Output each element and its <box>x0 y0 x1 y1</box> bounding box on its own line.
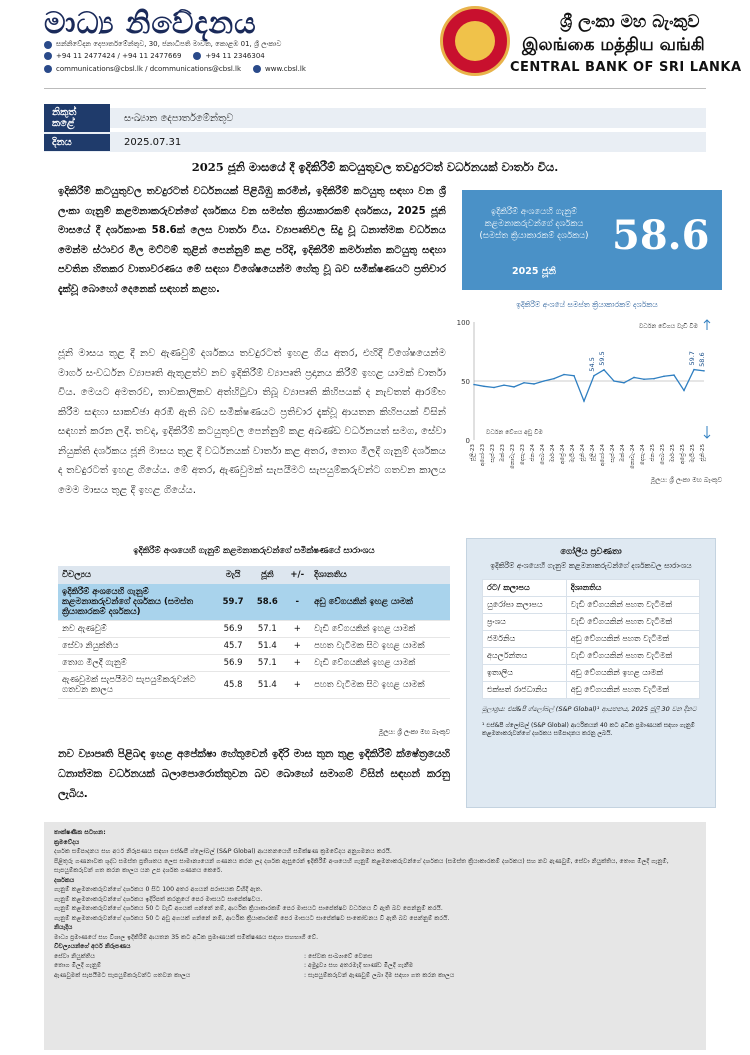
global-col-header: රට/ කලාපය <box>483 580 567 597</box>
bank-name-english: CENTRAL BANK OF SRI LANKA <box>510 60 742 75</box>
table-cell: අඩු වේගයකින් ඉහළ යාමක් <box>566 665 699 682</box>
growth-down-note: වර්ධන වේගය අඩු වීම <box>486 429 543 436</box>
x-tick-label: සැප්-24 <box>610 444 616 463</box>
paragraph-2: ජූනි මාසය තුළ දී නව ඇණවුම් දර්ශකය තවදුරටත් ඉහළ ගිය අතර, එහිදී විශේෂයෙන්ම මාර්ග සංවර්ධන ව්‍යාපෘති ඇතුළත්ව නව ඉදිකිරීම් ව්‍යාපෘති ප්‍රදානය කිරීම් ඉහළ යාමක් වාර්තා විය. මෙයට අමතරව, තාවකාලිකව අත්හිටුවා තිබූ ව්‍යාපෘති කිහිපයක් ද නැවතත් ආරම්භ කිරීම සඳහා සාකච්ඡා අරඹී ඇති බව සමීක්ෂණයට ප්‍රතිචාර දැක්වූ ආයතන කිහිපයක් විසින් සඳහන් කරන ලදී. තවද, ඉදිකිරීම් කටයුතුවල පෙන්නුම් කළ අඛණ්ඩ වර්ධනයත් සමග, සේවා නියුක්ති දර්ශකය ජූනි මාසය තුළ දී වර්ධනයක් වාර්තා කළ අතර, තොග මිලදී ගැනුම් දර්ශකය ද තවදුරටත් ඉහළ ගියේය. මේ අතර, ඇණවුමක් සැපයීමට සැපයුම්කරුවන්ට ගතවන කාලය මෙම මාසය තුළ දී ඉහළ ගියේය. <box>58 348 446 496</box>
data-label: 54.5 <box>588 357 596 372</box>
summary-header-row <box>58 566 450 584</box>
table-cell: පහත වැටීමක සිට ඉහළ යාමක් <box>310 638 450 655</box>
index-note-1: ගැනුම් කළමනාකරුවන්ගේ දර්ශකය 0 සිට 100 අතර අගයන් පරාසයක විහිදී ඇත. <box>54 886 263 893</box>
table-cell: 45.8 <box>216 672 250 699</box>
table-cell: 51.4 <box>250 638 284 655</box>
chart-title: ඉදිකිරීම් අංශයේ සමස්ත ක්‍රියාකාරකම් දර්ශකය <box>516 300 658 309</box>
x-tick-label: සැප්-23 <box>490 444 496 463</box>
x-tick-label: නොවැ-23 <box>510 444 516 469</box>
global-source: මූලාශ්‍රය: එස්&පී ග්ලෝබල් (S&P Global)¹ ආයතනය, 2025 ජූලි 30 වන දිනට <box>482 705 697 713</box>
chart-source: මූලය: ශ්‍රී ලංකා මහ බැංකුව <box>650 476 722 484</box>
headline-kpi-card <box>462 190 722 290</box>
table-row <box>58 621 450 638</box>
data-point <box>653 378 655 380</box>
table-cell: ඇණවුමක් සැපයීමට සැපයුම්කරුවන්ට ගතවන කාලය <box>58 672 216 699</box>
data-point <box>683 390 685 392</box>
table-row <box>58 638 450 655</box>
table-cell: ඉදිකිරීම් අංශයෙහි ගැනුම් කළමනාකරුවන්ගේ දර්ශකය (සමස්ත ක්‍රියාකාරකම් දර්ශකය) <box>58 584 216 621</box>
data-point <box>603 369 605 371</box>
summary-source: මූලය: ශ්‍රී ලංකා මහ බැංකුව <box>378 728 450 736</box>
sample-heading: නියැදිය <box>54 924 73 931</box>
growth-up-note: වර්ධන වේගය වැඩි වීම <box>638 323 698 330</box>
table-cell: 45.7 <box>216 638 250 655</box>
x-tick-label: අගෝ-23 <box>480 444 486 467</box>
global-col-header: දිශානතිය <box>566 580 699 597</box>
table-cell: වැඩි වේගයකින් ඉහළ යාමක් <box>310 621 450 638</box>
x-tick-label: දෙසැ-23 <box>520 444 526 466</box>
global-trends-box <box>466 538 716 808</box>
data-label: 59.7 <box>688 351 696 366</box>
y-tick-label: 50 <box>461 378 470 386</box>
bank-name-sinhala: ශ්‍රී ලංකා මහ බැංකුව <box>560 12 700 32</box>
x-tick-label: ජූලි-23 <box>470 444 476 462</box>
x-tick-label: පෙබ-25 <box>660 444 666 465</box>
x-tick-label: පෙබ-24 <box>540 444 546 465</box>
x-tick-label: ජූනි-24 <box>580 444 586 462</box>
table-cell: + <box>284 638 310 655</box>
table-cell: 56.9 <box>216 621 250 638</box>
x-tick-label: ජන-24 <box>530 444 536 462</box>
table-cell: අඩු වේගයකින් පහත වැටීමක් <box>566 682 699 699</box>
table-cell: නව ඇණවුම් <box>58 621 216 638</box>
data-point <box>673 374 675 376</box>
table-cell: අයර්ලන්තය <box>483 648 567 665</box>
definition-row: ඇණවුමක් සැපයීමට සැපයුම්කරුවන්ට ගතවන කාලය : සැපයුම්කරුවන් ඇණවුම් ලබා දීම සඳහා ගත කරන කාලය <box>54 971 455 979</box>
up-arrow-icon <box>704 320 710 330</box>
fax-icon <box>193 52 201 60</box>
email-icon <box>44 65 52 73</box>
data-point <box>623 382 625 384</box>
data-point <box>483 386 485 388</box>
table-cell: යුරෝපා කලාපය <box>483 597 567 614</box>
data-point <box>553 378 555 380</box>
data-label: 59.5 <box>598 351 606 366</box>
summary-col-header: ජූනි <box>250 566 284 584</box>
pmi-chart <box>452 300 722 490</box>
data-point <box>513 386 515 388</box>
kpi-period: 2025 ජූනි <box>512 266 556 277</box>
index-note-3: ගැනුම් කළමනාකරුවන්ගේ දර්ශකය 50 ට වැඩි අගයක් ගන්නේ නම්, ආර්ථික ක්‍රියාකාරකම් පෙර මාසයට සාපේක්ෂව වර්ධනය වී ඇති බව පෙන්නුම් කරයි. <box>54 905 443 912</box>
data-point <box>613 380 615 382</box>
address-line: සන්නිවේදන දෙපාර්තමේන්තුව, 30, ජනාධිපති මාවත, කොළඹ 01, ශ්‍රී ලංකාව <box>44 40 281 49</box>
central-bank-seal-icon <box>440 6 510 76</box>
table-cell: වැඩි වේගයකින් පහත වැටීමක් <box>566 614 699 631</box>
paragraph-1: ඉදිකිරීම් කටයුතුවල තවදුරටත් වර්ධනයක් පිළිබිඹු කරමින්, ඉදිකිරීම් කටයුතු සඳහා වන ශ්‍රී ලංකා ගැනුම් කළමනාකරුවන්ගේ දර්ශකය වන සමස්ත ක්‍රියාකාරකම් දර්ශකය, 2025 ජූනි මාසයේ දී දර්ශකාංක 58.6ක් ලෙස වාර්තා විය. ව්‍යාපෘතිවල සිදු වූ ධනාත්මක වර්ධනය මෙන්ම ස්ථාවර මිල මට්ටම් තුළින් පෙන්නුම් කළ පරිදි, ඉදිකිරීම් කර්මාන්ත කටයුතු සඳහා පවතින හිතකර වාතාවරණය මේ සඳහා විශේෂයෙන්ම හේතු වූ බව සමීක්ෂණයට ප්‍රතිචාර දැක්වූ බොහෝ දෙනෙක් සඳහන් කළහ. <box>58 186 446 295</box>
table-cell: + <box>284 621 310 638</box>
paragraph-3: නව ව්‍යාපෘති පිළිබඳ ඉහළ අපේක්ෂා හේතුවෙන් ඉදිරි මාස තුන තුළ ඉදිකිරීම් ක්ෂේත්‍රයෙහි ධනාත්මක වර්ධනයක් බලාපොරොත්තුවන බව බොහෝ සමාගම් විසින් සඳහන් කරනු ලැබිය. <box>58 748 450 800</box>
x-tick-label: මැයි-24 <box>570 444 576 463</box>
global-table <box>482 579 700 699</box>
table-cell: + <box>284 672 310 699</box>
kpi-value: 58.6 <box>612 212 710 259</box>
data-point <box>663 375 665 377</box>
summary-col-header: +/- <box>284 566 310 584</box>
table-cell: 58.6 <box>250 584 284 621</box>
bank-name-tamil: இலங்கை மத்திய வங்கி <box>522 35 705 55</box>
table-cell: අඩු වේගයකින් පහත වැටීමක් <box>566 631 699 648</box>
x-tick-label: දෙසැ-24 <box>640 444 646 466</box>
x-tick-label: නොවැ-24 <box>630 444 636 469</box>
summary-table-wrap <box>58 566 450 699</box>
table-cell: ඉතාලිය <box>483 665 567 682</box>
table-row <box>58 584 450 621</box>
x-tick-label: අප්‍රේ-25 <box>680 444 686 465</box>
data-point <box>543 380 545 382</box>
series-line <box>474 370 704 402</box>
data-point <box>583 400 585 402</box>
global-footnote: ¹ එස්&පී ග්ලෝබල් (S&P Global) ආර්ථිකයන් 40 කට අධික ප්‍රමාණයක් සඳහා ගැනුම් කළමනාකරුවන්ගේ දර්ශකය සම්පාදනය කරනු ලබයි. <box>482 722 695 737</box>
down-arrow-icon <box>704 426 710 438</box>
publication-title: මාධ්‍ය නිවේදනය <box>44 6 257 41</box>
x-tick-label: අප්‍රේ-24 <box>560 444 566 465</box>
table-cell: - <box>284 584 310 621</box>
phone-icon <box>44 52 52 60</box>
sample-note: මාධ්‍ය ප්‍රමාණයේ සහ විශාල ඉදිකිරීම් ආයතන 35 කට අධික ප්‍රමාණයක් සමීක්ෂණය සඳහා සහභාගී වේ. <box>54 933 319 941</box>
table-cell: 51.4 <box>250 672 284 699</box>
data-point <box>523 382 525 384</box>
x-tick-label: ජූනි-25 <box>700 444 706 462</box>
data-label: 58.6 <box>698 352 706 367</box>
summary-title: ඉදිකිරීම් අංශයෙහි ගැනුම් කළමනාකරුවන්ගේ සමීක්ෂණයේ සාරාංශය <box>133 546 375 556</box>
table-cell: තොග මිලදී ගැනුම් <box>58 655 216 672</box>
table-cell: සේවා නියුක්තිය <box>58 638 216 655</box>
table-row <box>483 665 700 682</box>
kpi-label: ඉදිකිරීම් අංශයෙහි ගැනුම් කළමනාකරුවන්ගේ දර්ශකය (සමස්ත ක්‍රියාකාරකම් දර්ශකය) <box>479 207 589 241</box>
data-point <box>563 374 565 376</box>
definition-row: තොග මිලදී ගැනුම් : අමුද්‍රව්‍ය සහ අතරමැදි භාණ්ඩ මිලදී ගැනීම <box>54 962 414 969</box>
table-cell: අඩු වේගයකින් ඉහළ යාමක් <box>310 584 450 621</box>
table-cell: වැඩි වේගයකින් පහත වැටීමක් <box>566 597 699 614</box>
web-icon <box>253 65 261 73</box>
data-point <box>533 383 535 385</box>
data-point <box>593 375 595 377</box>
global-title: ගෝලීය ප්‍රවණතා <box>560 547 622 557</box>
date-bar: දිනය 2025.07.31 <box>44 132 706 152</box>
data-point <box>693 369 695 371</box>
table-row <box>58 655 450 672</box>
table-cell: + <box>284 655 310 672</box>
data-point <box>633 377 635 379</box>
summary-col-header: විචල්‍යය <box>58 566 216 584</box>
data-point <box>703 370 705 372</box>
x-tick-label: මාර්-25 <box>670 444 676 463</box>
phone-line: +94 11 2477424 / +94 11 2477669 +94 11 2346304 <box>44 52 265 60</box>
chart-svg <box>452 310 722 472</box>
x-tick-label: අගෝ-24 <box>600 444 606 467</box>
location-icon <box>44 41 52 49</box>
x-tick-label: මැයි-25 <box>690 444 696 463</box>
method-heading: ක්‍රමවේදය <box>54 838 80 846</box>
issued-by-bar: නිකුත් කළේ සංඛ්‍යාන දෙපාර්තමේන්තුව <box>44 108 706 128</box>
table-cell: වැඩි වේගයකින් පහත වැටීමක් <box>566 648 699 665</box>
x-tick-label: මාර්-24 <box>550 444 556 463</box>
notes-heading: තාක්ෂණික සටහන: <box>54 829 106 836</box>
summary-table <box>58 566 450 699</box>
y-tick-label: 0 <box>465 437 470 445</box>
data-point <box>473 384 475 386</box>
definitions-heading: විචල්‍යයන්ගේ අර්ථ නිරූපණය <box>54 943 131 950</box>
x-tick-label: ඔක්-23 <box>500 444 506 462</box>
table-cell: ජර්මනිය <box>483 631 567 648</box>
definition-row: සේවා නියුක්තිය : සේවක සංඛ්‍යාවේ වෙනස <box>54 952 373 960</box>
data-point <box>493 387 495 389</box>
table-cell: 57.1 <box>250 621 284 638</box>
table-row <box>483 597 700 614</box>
global-header-row <box>483 580 700 597</box>
table-row <box>483 682 700 699</box>
technical-notes <box>44 822 706 1050</box>
table-row <box>483 648 700 665</box>
x-tick-label: ජන-25 <box>650 444 656 462</box>
index-note-2: ගැනුම් කළමනාකරුවන්ගේ දර්ශකය ඉදිරිපත් කරනුයේ පෙර මාසයට සාපේක්ෂවය. <box>54 895 263 903</box>
method-note-1: දර්ශක සම්පාදනය සහ අර්ථ නිරූපණය සඳහා එස්&පී ග්ලෝබල් (S&P Global) ආයතනයෙහි සමීක්ෂණ ක්‍රමවේදය අනුගමනය කරයි. <box>54 848 392 855</box>
method-note-2: පිළිතුරු ගණනාවක ශුද්ධ සමස්ත ප්‍රතිශතය ලෙස සාමාන්‍යයෙන් ගණනය කරන ලද දර්ශක ඇසුරෙන් ඉදිකිරීම් අංශයෙහි ගැනුම් කළමනාකරුවන්ගේ දර්ශකය (සමස්ත ක්‍රියාකාරකම් දර්ශකය) සහ නව ඇණවුම්, සේවා නියුක්තිය, තොග මිලදී ගැනුම්, සැපයුම්කරුවන් ගත කරන කාලය යන උප දර්ශක ගණනය කෙරේ. <box>54 857 669 874</box>
table-cell: 56.9 <box>216 655 250 672</box>
y-tick-label: 100 <box>456 319 470 327</box>
headline: 2025 ජූනි මාසයේ දී ඉදිකිරීම් කටයුතුවල තවදුරටත් වර්ධනයක් වාර්තා විය. <box>191 160 559 174</box>
data-point <box>573 375 575 377</box>
index-heading: දර්ශකය <box>54 876 75 884</box>
table-cell: ප්‍රංශය <box>483 614 567 631</box>
table-row <box>58 672 450 699</box>
data-point <box>503 384 505 386</box>
summary-col-header: මැයි <box>216 566 250 584</box>
x-tick-label: ඔක්-24 <box>620 444 626 462</box>
x-tick-label: ජූලි-24 <box>590 444 596 462</box>
global-subtitle: ඉදිකිරීම් අංශයෙහි ගැනුම් කළමනාකරුවන්ගේ දර්ශකවල සාරාංශය <box>490 561 692 570</box>
index-note-4: ගැනුම් කළමනාකරුවන්ගේ දර්ශකය 50 ට අඩු අගයක් ගන්නේ නම්, ආර්ථික ක්‍රියාකාරකම් පෙර මාසයට සාපේක්ෂව සංකෝචනය වී ඇති බව පෙන්නුම් කරයි. <box>54 914 450 922</box>
table-cell: වැඩි වේගයකින් ඉහළ යාමක් <box>310 655 450 672</box>
table-cell: 57.1 <box>250 655 284 672</box>
table-cell: එක්සත් රාජධානිය <box>483 682 567 699</box>
table-cell: 59.7 <box>216 584 250 621</box>
header-divider <box>44 88 706 89</box>
email-line: communications@cbsl.lk / dcommunications@cbsl.lk www.cbsl.lk <box>44 65 306 73</box>
table-row <box>483 614 700 631</box>
summary-col-header: දිශානතිය <box>310 566 450 584</box>
table-row <box>483 631 700 648</box>
table-cell: පහත වැටීමක සිට ඉහළ යාමක් <box>310 672 450 699</box>
data-point <box>643 378 645 380</box>
